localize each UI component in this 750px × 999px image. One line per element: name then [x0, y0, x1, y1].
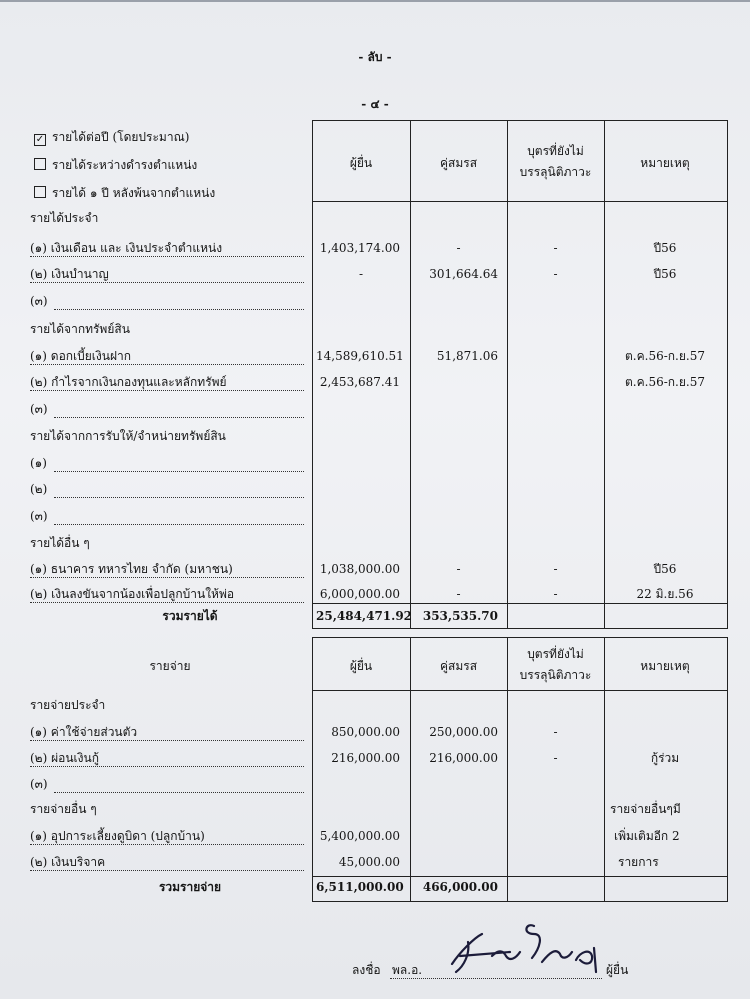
cell-spouse: -: [456, 562, 461, 576]
cell-children: -: [553, 587, 558, 601]
confidential-mark: - ลับ -: [358, 50, 392, 64]
expense-total-label: รวมรายจ่าย: [158, 880, 222, 894]
signature-rank: พล.อ.: [392, 963, 423, 977]
row-label: (๑) เงินเดือน และ เงินประจำตำแหน่ง: [30, 241, 223, 255]
cell-remarks: ต.ค.56-ก.ย.57: [625, 349, 705, 363]
col-children-2: บรรลุนิติภาวะ: [519, 165, 592, 179]
checkbox-icon: [34, 186, 46, 198]
row-label: (๑): [30, 456, 47, 470]
cell-remarks: 22 มิ.ย.56: [636, 587, 694, 601]
cell-filer: 216,000.00: [331, 751, 400, 765]
col-children-2: บรรลุนิติภาวะ: [519, 668, 592, 682]
cell-remarks: ปี56: [653, 267, 677, 281]
page-top-edge: [0, 0, 750, 2]
row-label: (๒) เงินบำนาญ: [30, 267, 109, 281]
row-label: (๑) ธนาคาร ทหารไทย จำกัด (มหาชน): [30, 562, 233, 576]
cell-spouse: 301,664.64: [429, 267, 498, 281]
signature-suffix: ผู้ยื่น: [606, 963, 629, 977]
section-title: รายได้ประจำ: [30, 211, 99, 225]
expense-remark-line-1: รายจ่ายอื่นๆมี: [610, 802, 681, 816]
cell-children: -: [553, 241, 558, 255]
col-children-1: บุตรที่ยังไม่: [527, 647, 584, 661]
col-spouse: คู่สมรส: [439, 659, 478, 673]
cell-spouse: 250,000.00: [429, 725, 498, 739]
cell-filer: 45,000.00: [338, 855, 400, 869]
period-option-2[interactable]: รายได้ระหว่างดำรงตำแหน่ง: [34, 157, 197, 173]
period-option-3[interactable]: รายได้ ๑ ปี หลังพ้นจากตำแหน่ง: [34, 185, 215, 201]
col-spouse: คู่สมรส: [439, 156, 478, 170]
cell-filer: 5,400,000.00: [319, 829, 400, 843]
section-title: รายจ่ายอื่น ๆ: [30, 802, 97, 816]
row-label: (๒) เงินลงขันจากน้องเพื่อปลูกบ้านให้พ่อ: [30, 587, 235, 601]
expense-remark-line-2: เพิ่มเติมอีก 2: [614, 829, 680, 843]
cell-children: -: [553, 562, 558, 576]
cell-children: -: [553, 267, 558, 281]
col-remarks: หมายเหตุ: [640, 659, 690, 673]
row-label: (๒) ผ่อนเงินกู้: [30, 751, 99, 765]
checked-box-icon: ✓: [35, 134, 45, 145]
expense-total-filer: 6,511,000.00: [316, 880, 404, 894]
section-title: รายได้อื่น ๆ: [30, 536, 90, 550]
cell-remarks: กู้ร่วม: [650, 751, 680, 765]
cell-children: -: [553, 725, 558, 739]
handwritten-signature: [430, 912, 620, 982]
cell-filer: 14,589,610.51: [316, 349, 404, 363]
cell-children: -: [553, 751, 558, 765]
section-title: รายได้จากการรับให้/จำหน่ายทรัพย์สิน: [30, 429, 226, 443]
income-total-spouse: 353,535.70: [422, 609, 498, 623]
cell-filer: 1,403,174.00: [319, 241, 400, 255]
cell-spouse: -: [456, 587, 461, 601]
row-label: (๓): [30, 509, 48, 523]
signature-stroke: [452, 925, 596, 972]
row-label: (๓): [30, 294, 48, 308]
section-title: รายจ่ายประจำ: [30, 698, 106, 712]
expense-total-spouse: 466,000.00: [422, 880, 498, 894]
cell-remarks: ต.ค.56-ก.ย.57: [625, 375, 705, 389]
row-label: (๑) ค่าใช้จ่ายส่วนตัว: [30, 725, 138, 739]
cell-filer: 1,038,000.00: [319, 562, 400, 576]
row-label: (๑) ดอกเบี้ยเงินฝาก: [30, 349, 132, 363]
cell-spouse: 51,871.06: [436, 349, 498, 363]
row-label: (๒): [30, 482, 48, 496]
income-total-label: รวมรายได้: [162, 609, 218, 623]
cell-filer: 2,453,687.41: [319, 375, 400, 389]
cell-remarks: ปี56: [653, 241, 677, 255]
period-option-1[interactable]: ✓ รายได้ต่อปี (โดยประมาณ): [35, 130, 190, 145]
section-title: รายได้จากทรัพย์สิน: [30, 322, 130, 336]
cell-spouse: 216,000.00: [429, 751, 498, 765]
checkbox-icon: [34, 158, 46, 170]
col-filer: ผู้ยื่น: [349, 156, 373, 170]
income-total-filer: 25,484,471.92: [316, 609, 413, 623]
signature-prefix: ลงชื่อ: [352, 963, 381, 977]
row-label: (๒) กำไรจากเงินกองทุนและหลักทรัพย์: [30, 375, 227, 389]
cell-remarks: ปี56: [653, 562, 677, 576]
row-label: (๓): [30, 777, 48, 791]
cell-filer: -: [358, 267, 364, 281]
expense-remark-line-3: รายการ: [618, 855, 659, 869]
col-children-1: บุตรที่ยังไม่: [527, 144, 584, 158]
expense-header: รายจ่าย: [149, 659, 191, 673]
cell-filer: 6,000,000.00: [319, 587, 400, 601]
row-label: (๓): [30, 402, 48, 416]
col-remarks: หมายเหตุ: [640, 156, 690, 170]
cell-filer: 850,000.00: [331, 725, 400, 739]
row-label: (๒) เงินบริจาค: [30, 855, 106, 869]
page-number: - ๔ -: [361, 97, 389, 111]
row-label: (๑) อุปการะเลี้ยงดูบิดา (ปลูกบ้าน): [30, 829, 205, 843]
col-filer: ผู้ยื่น: [349, 659, 373, 673]
cell-spouse: -: [456, 241, 461, 255]
